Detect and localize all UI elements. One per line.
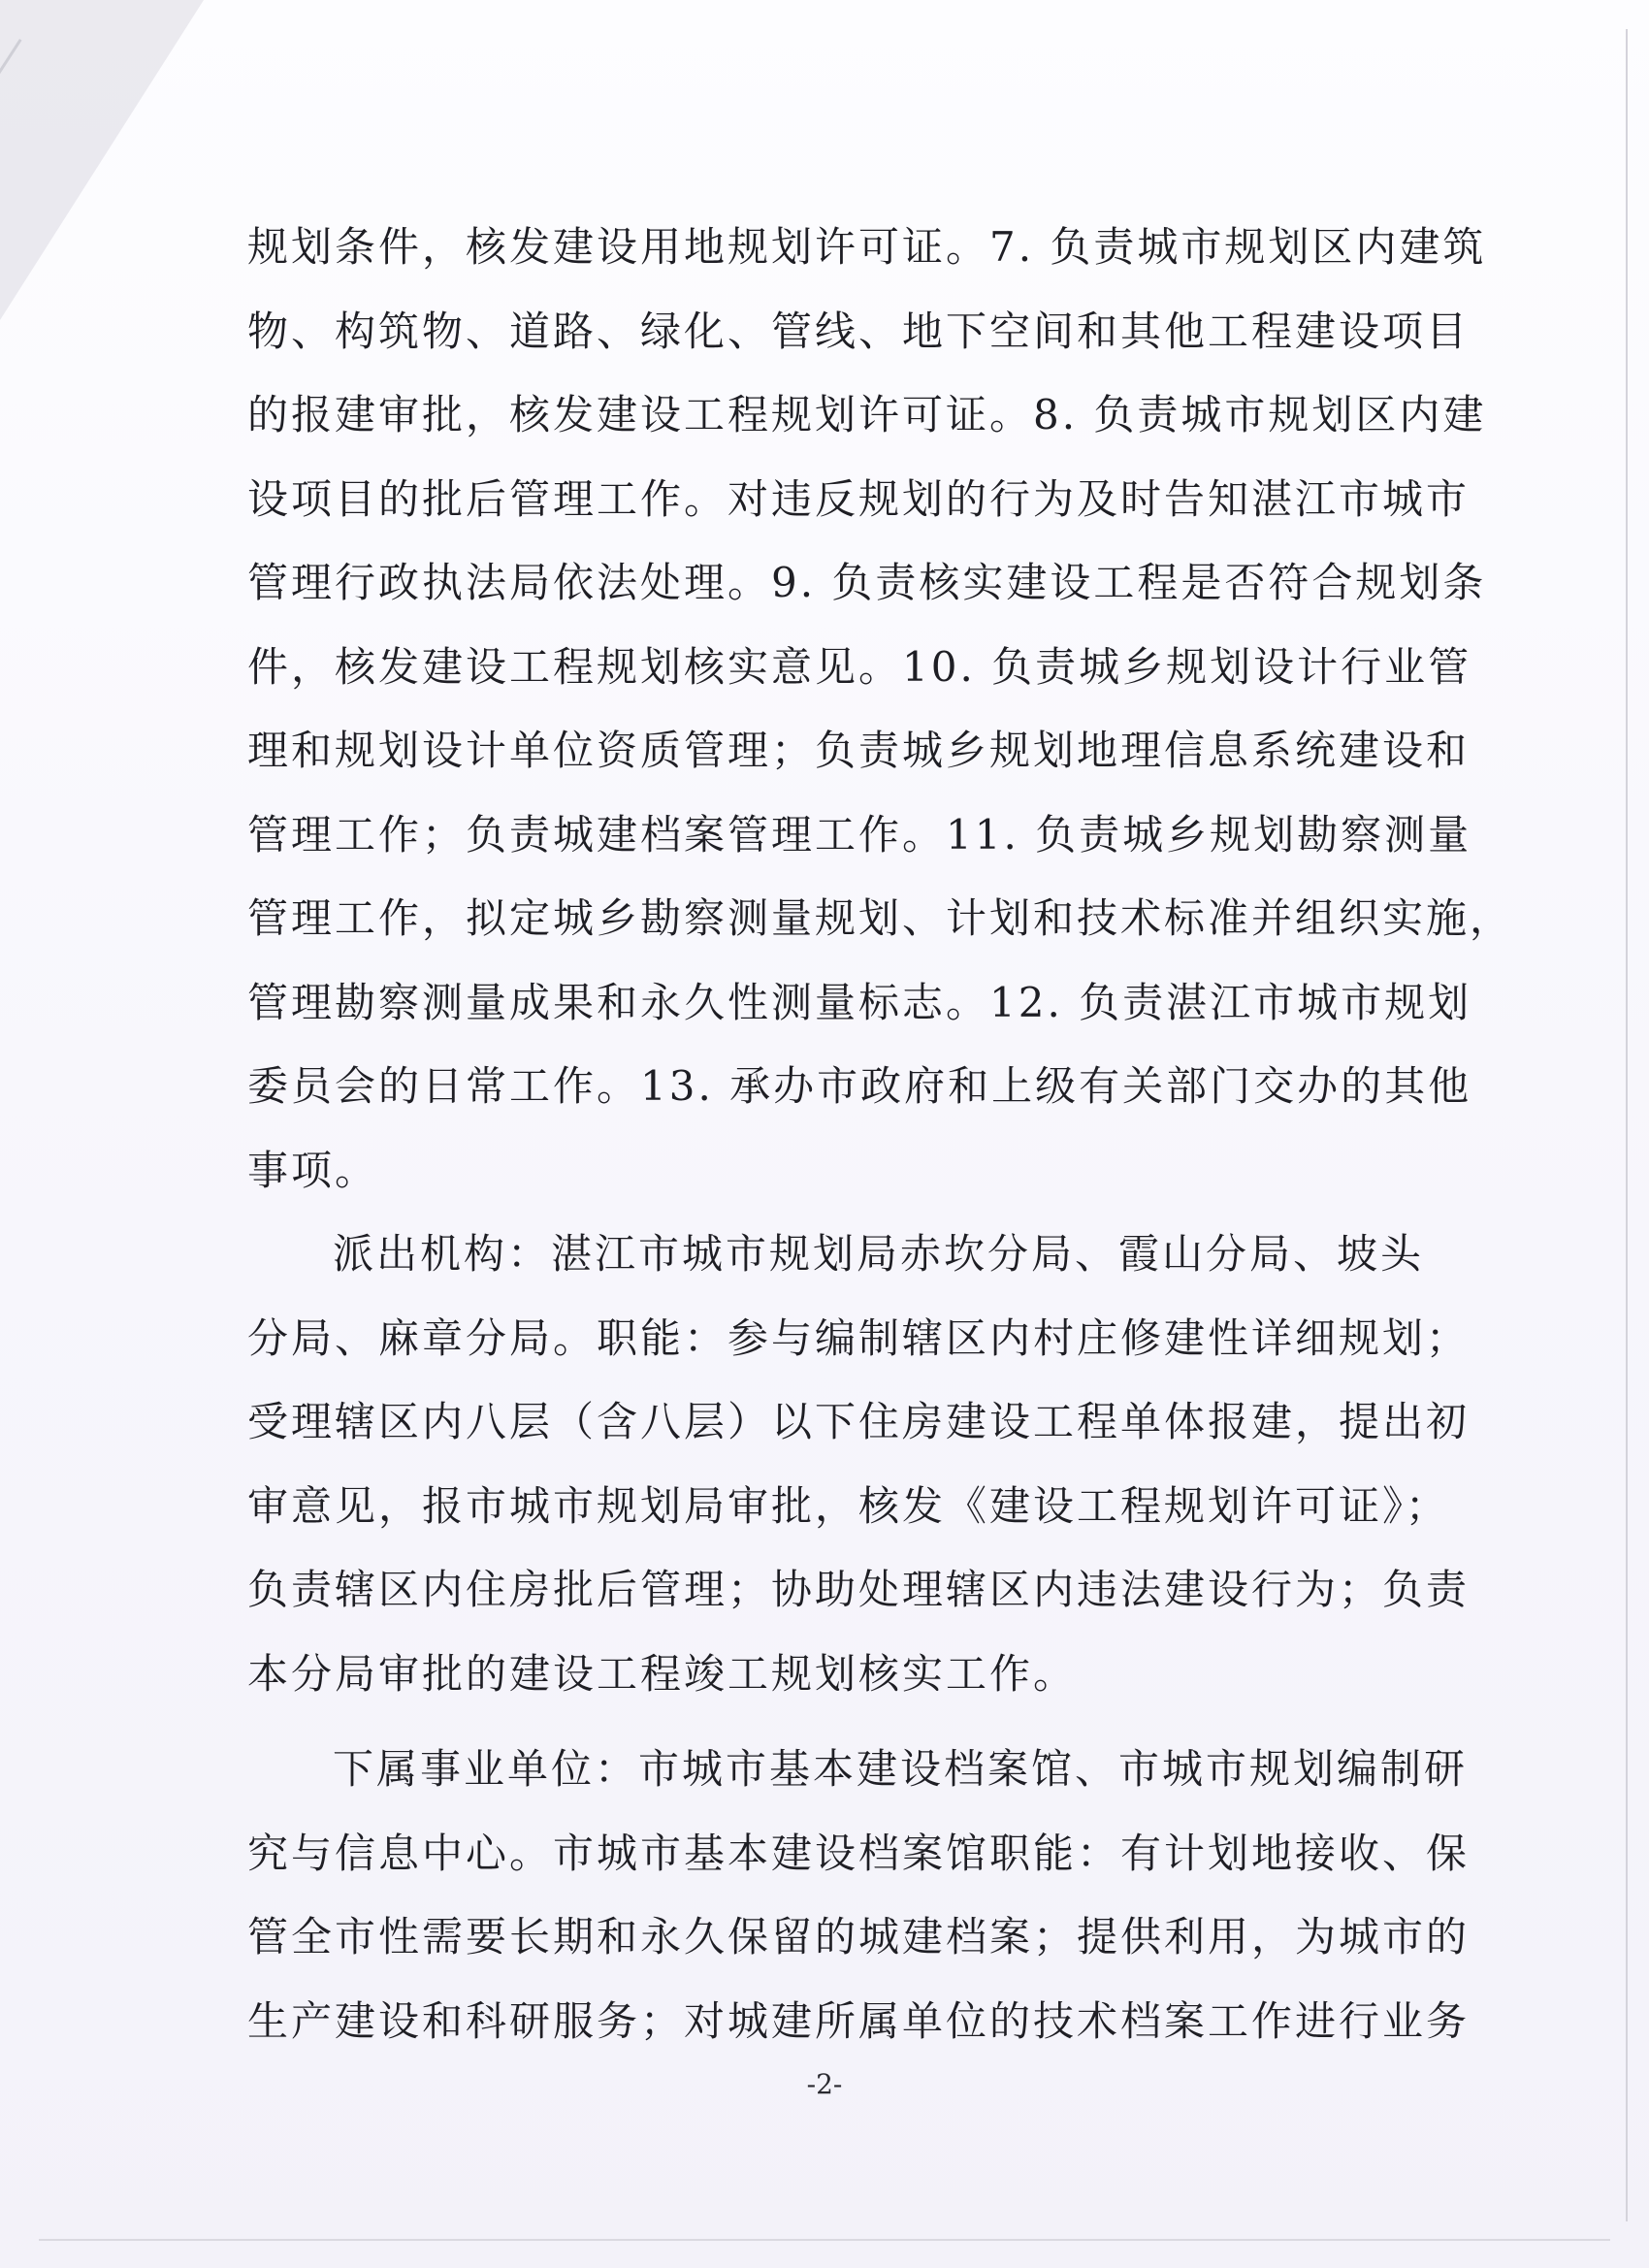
text-line: 管理工作，拟定城乡勘察测量规划、计划和技术标准并组织实施， bbox=[247, 894, 1514, 942]
text-line: 受理辖区内八层（含八层）以下住房建设工程单体报建，提出初 bbox=[247, 1398, 1471, 1445]
text-line: 本分局审批的建设工程竣工规划核实工作。 bbox=[247, 1649, 1078, 1698]
text-line: 负责辖区内住房批后管理；协助处理辖区内违法建设行为；负责 bbox=[247, 1566, 1471, 1613]
text-line: 设项目的批后管理工作。对违反规划的行为及时告知湛江市城市 bbox=[247, 474, 1471, 523]
folded-corner-shadow bbox=[0, 0, 204, 320]
text-line: 管理工作；负责城建档案管理工作。11. 负责城乡规划勘察测量 bbox=[247, 810, 1472, 859]
text-line: 件，核发建设工程规划核实意见。10. 负责城乡规划设计行业管 bbox=[247, 642, 1472, 691]
text-line: 管全市性需要长期和永久保留的城建档案；提供利用，为城市的 bbox=[247, 1913, 1471, 1960]
text-line: 管理行政执法局依法处理。9. 负责核实建设工程是否符合规划条 bbox=[247, 559, 1487, 606]
text-line: 委员会的日常工作。13. 承办市政府和上级有关部门交办的其他 bbox=[247, 1062, 1472, 1110]
text-line: 管理勘察测量成果和永久性测量标志。12. 负责湛江市城市规划 bbox=[247, 978, 1472, 1026]
paragraph-start-line: 派出机构：湛江市城市规划局赤坎分局、霞山分局、坡头 bbox=[333, 1230, 1425, 1278]
paragraph-gap bbox=[247, 1716, 1373, 1728]
page-number: -2- bbox=[806, 2068, 843, 2100]
page-edge-right bbox=[1626, 29, 1628, 2221]
text-line: 规划条件，核发建设用地规划许可证。7. 负责城市规划区内建筑 bbox=[247, 223, 1487, 271]
text-line: 审意见，报市城市规划局审批，核发《建设工程规划许可证》； bbox=[247, 1481, 1450, 1530]
text-line: 分局、麻章分局。职能：参与编制辖区内村庄修建性详细规划； bbox=[247, 1313, 1471, 1362]
text-line: 生产建设和科研服务；对城建所属单位的技术档案工作进行业务 bbox=[247, 1996, 1471, 2045]
text-line: 的报建审批，核发建设工程规划许可证。8. 负责城市规划区内建 bbox=[247, 391, 1487, 438]
text-line: 理和规划设计单位资质管理；负责城乡规划地理信息系统建设和 bbox=[247, 727, 1471, 774]
body-text bbox=[247, 206, 1514, 2063]
text-line: 事项。 bbox=[247, 1146, 379, 1194]
paragraph-start-line: 下属事业单位：市城市基本建设档案馆、市城市规划编制研 bbox=[333, 1745, 1469, 1793]
text-line: 究与信息中心。市城市基本建设档案馆职能：有计划地接收、保 bbox=[247, 1829, 1471, 1877]
text-line: 物、构筑物、道路、绿化、管线、地下空间和其他工程建设项目 bbox=[247, 307, 1471, 355]
page-edge-bottom bbox=[39, 2239, 1610, 2241]
